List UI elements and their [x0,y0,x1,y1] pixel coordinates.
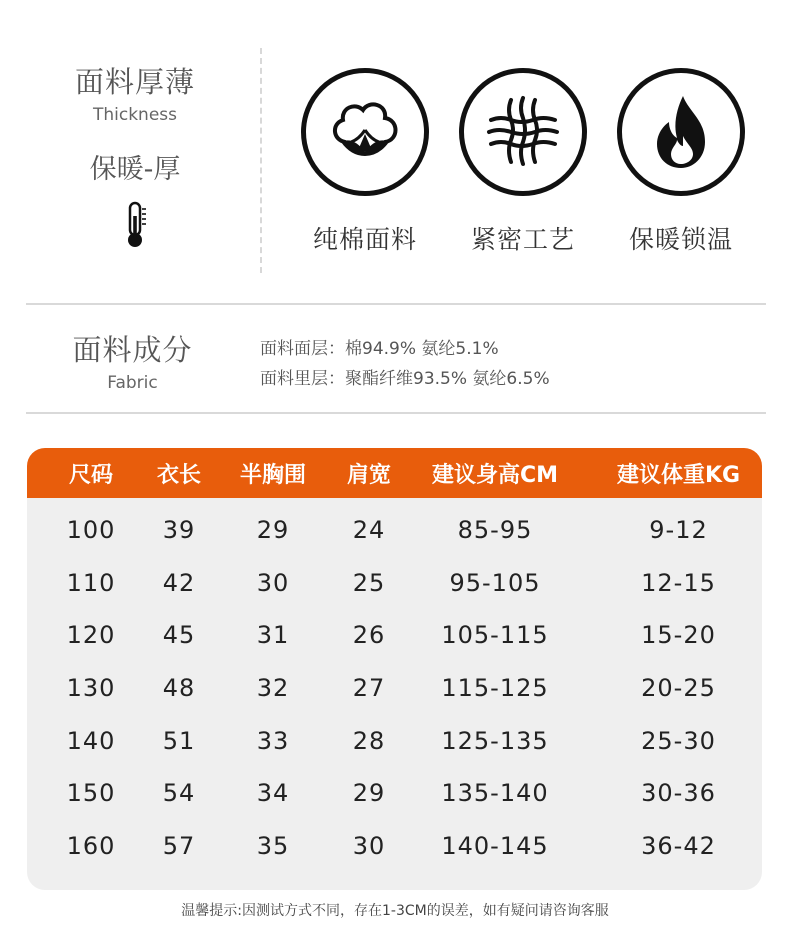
cell-half-chest: 29 [256,516,290,545]
cell-length: 45 [162,621,196,650]
header-half-chest: 半胸围 [239,462,306,488]
weave-icon [459,68,587,196]
footer-note: 温馨提示:因测试方式不同，存在1-3CM的误差，如有疑问请咨询客服 [181,903,609,919]
cell-weight: 15-20 [641,621,716,650]
header-shoulder: 肩宽 [346,462,391,488]
fabric-title: 面料成分 [72,333,193,367]
feature-label: 保暖锁温 [628,225,733,254]
fabric-block [40,328,225,393]
thermometer-icon [120,200,150,250]
cell-weight: 30-36 [641,779,716,808]
feature-cotton [290,68,440,256]
cell-half-chest: 31 [256,621,290,650]
cell-size: 160 [66,831,116,860]
flame-icon [617,68,745,196]
cell-size: 140 [66,726,116,755]
cell-height: 105-115 [441,621,549,650]
vertical-divider [260,48,262,273]
fabric-outer-layer: 面料面层：棉94.9% 氨纶5.1% [260,339,499,359]
cell-size: 100 [66,516,116,545]
cell-half-chest: 33 [256,726,290,755]
cell-weight: 36-42 [641,831,716,860]
cell-weight: 9-12 [649,516,708,545]
cotton-icon [301,68,429,196]
cell-size: 110 [66,568,116,597]
header-size: 尺码 [68,462,113,488]
cell-half-chest: 34 [256,779,290,808]
feature-label: 纯棉面料 [312,225,417,254]
table-row [27,504,762,557]
cell-length: 54 [162,779,196,808]
header-height: 建议身高CM [431,462,559,488]
thickness-title: 面料厚薄 [74,65,195,99]
cell-shoulder: 27 [352,674,386,703]
table-row [27,609,762,662]
cell-half-chest: 32 [256,674,290,703]
header-length: 衣长 [156,462,201,488]
table-row [27,820,762,873]
size-table-header [27,448,762,498]
size-table [27,448,762,890]
cell-shoulder: 30 [352,831,386,860]
cell-length: 39 [162,516,196,545]
cell-size: 120 [66,621,116,650]
cell-half-chest: 35 [256,831,290,860]
cell-shoulder: 29 [352,779,386,808]
table-row [27,557,762,610]
fabric-inner-layer: 面料里层：聚酯纤维93.5% 氨纶6.5% [260,369,550,389]
feature-label: 紧密工艺 [470,225,575,254]
table-row [27,767,762,820]
cell-height: 115-125 [441,674,549,703]
cell-length: 57 [162,831,196,860]
cell-weight: 12-15 [641,568,716,597]
feature-weave [448,68,598,256]
cell-shoulder: 28 [352,726,386,755]
cell-size: 150 [66,779,116,808]
cell-weight: 25-30 [641,726,716,755]
cell-length: 42 [162,568,196,597]
header-weight: 建议体重KG [616,462,741,488]
cell-size: 130 [66,674,116,703]
cell-height: 140-145 [441,831,549,860]
fabric-composition [260,334,550,394]
section-divider [26,303,766,305]
thickness-level: 保暖-厚 [89,154,181,185]
thickness-block [40,60,230,250]
cell-height: 125-135 [441,726,549,755]
thickness-subtitle: Thickness [92,105,178,125]
cell-length: 51 [162,726,196,755]
cell-shoulder: 26 [352,621,386,650]
cell-shoulder: 25 [352,568,386,597]
table-row [27,714,762,767]
cell-shoulder: 24 [352,516,386,545]
cell-height: 85-95 [457,516,533,545]
feature-warm [606,68,756,256]
table-row [27,662,762,715]
fabric-subtitle: Fabric [107,373,158,393]
cell-length: 48 [162,674,196,703]
cell-height: 135-140 [441,779,549,808]
cell-weight: 20-25 [641,674,716,703]
cell-height: 95-105 [449,568,541,597]
size-table-body [27,498,762,872]
section-divider [26,412,766,414]
cell-half-chest: 30 [256,568,290,597]
